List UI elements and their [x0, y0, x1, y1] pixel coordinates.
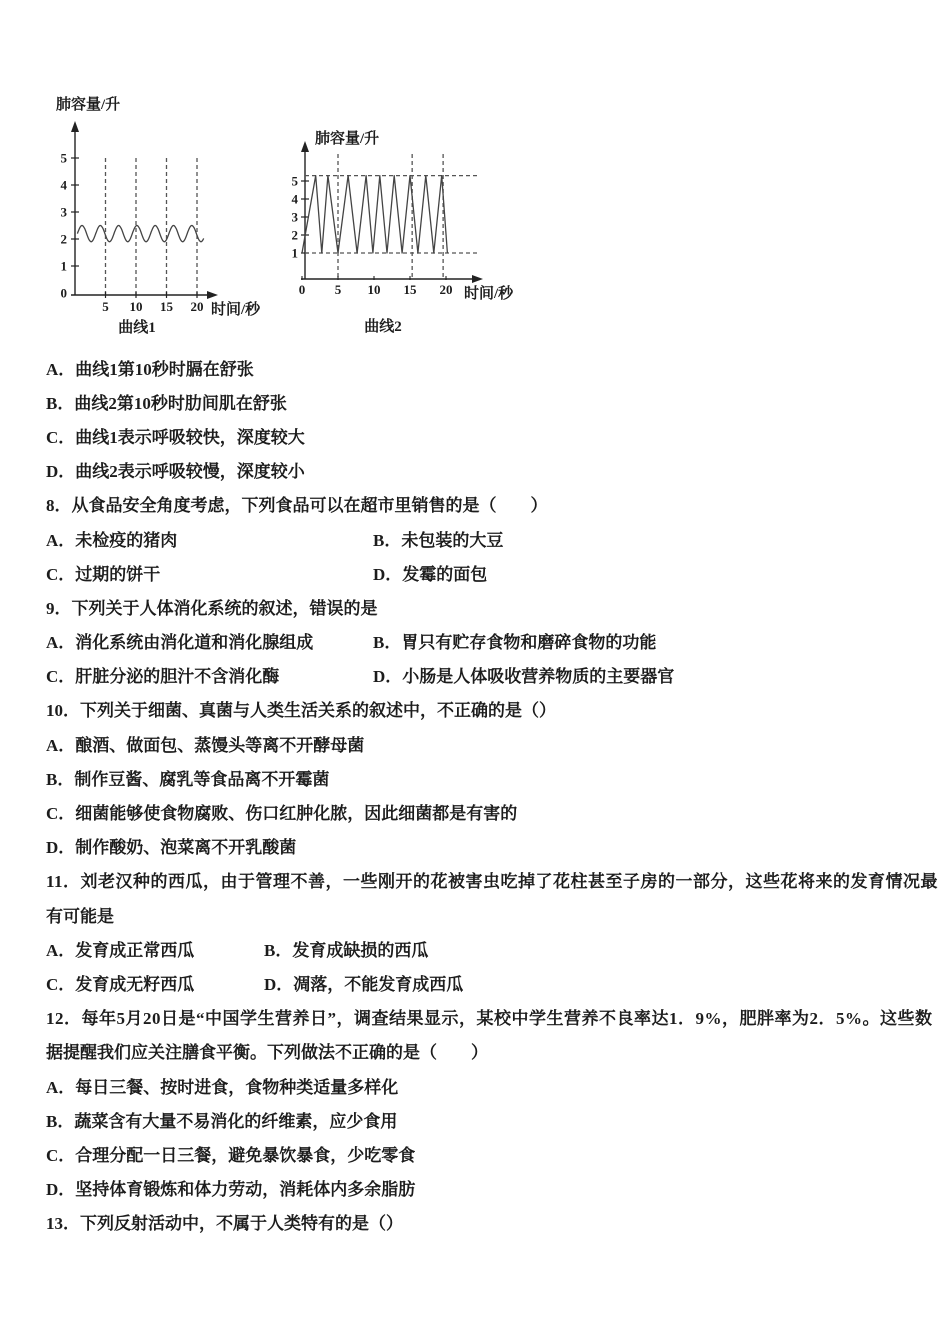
option-text: A．未检疫的猪肉	[46, 530, 178, 550]
breathing-curve-1	[77, 226, 203, 242]
document-text	[46, 350, 939, 1239]
y-tick-label: 4	[291, 191, 298, 207]
curve2-chart	[288, 128, 528, 340]
line-text: 10．下列关于细菌、真菌与人类生活关系的叙述中，不正确的是（）	[46, 701, 556, 721]
q7-option-c	[46, 418, 924, 452]
line-text: A．酿酒、做面包、蒸馒头等离不开酵母菌	[46, 735, 365, 755]
line-text: A．每日三餐、按时进食，食物种类适量多样化	[46, 1077, 399, 1097]
x-axis-label: 时间/秒	[464, 286, 514, 302]
y-axis-arrow-icon	[301, 141, 309, 152]
line-text: 8．从食品安全角度考虑，下列食品可以在超市里销售的是（ ）	[46, 496, 548, 516]
line-text: C．细菌能够使食物腐败、伤口红肿化脓，因此细菌都是有害的	[46, 804, 518, 824]
q10-option-c	[46, 794, 924, 828]
y-axis-arrow-icon	[71, 121, 79, 132]
line-text: C．曲线1表示呼吸较快，深度较大	[46, 427, 305, 447]
line-text: 有可能是	[46, 906, 114, 926]
line-text: D．坚持体育锻炼和体力劳动，消耗体内多余脂肪	[46, 1180, 416, 1200]
line-text: 11．刘老汉种的西瓜，由于管理不善，一些刚开的花被害虫吃掉了花柱甚至子房的一部分，这些花将来的发育情况最	[46, 872, 939, 892]
y-tick-label: 1	[60, 258, 67, 274]
q8-options-ab	[46, 521, 924, 555]
option-text: D．凋落，不能发育成西瓜	[264, 974, 464, 994]
q11-options-cd	[46, 965, 924, 999]
q9-options-cd	[46, 658, 924, 692]
x-tick-label: 15	[403, 282, 417, 297]
q12-stem-line1	[46, 1000, 933, 1034]
q11-stem-line1	[46, 863, 939, 897]
x-tick-label: 20	[439, 282, 453, 297]
q7-option-a	[46, 350, 924, 384]
y-tick-label: 4	[60, 177, 67, 193]
x-axis-arrow-icon	[472, 275, 483, 283]
option-text: C．过期的饼干	[46, 564, 161, 584]
q12-option-d	[46, 1171, 924, 1205]
curve2-caption: 曲线2	[364, 319, 402, 335]
line-text: 12．每年5月20日是“中国学生营养日”，调查结果显示，某校中学生营养不良率达1．9%，肥胖率为2．5%。这些数	[46, 1009, 933, 1029]
x-tick-label: 5	[334, 282, 342, 297]
y-tick-label: 5	[60, 150, 67, 166]
q8-options-cd	[46, 555, 924, 589]
x-tick-label: 10	[129, 299, 143, 314]
x-tick-label: 10	[367, 282, 381, 297]
q10-option-b	[46, 760, 924, 794]
y-tick-label: 1	[291, 245, 298, 261]
q11-options-ab	[46, 931, 924, 965]
y-tick-label: 3	[60, 204, 67, 220]
x-tick-label: 15	[160, 299, 173, 314]
q7-option-d	[46, 453, 924, 487]
line-text: 据提醒我们应关注膳食平衡。下列做法不正确的是（ ）	[46, 1043, 488, 1063]
x-tick-label: 5	[102, 299, 109, 314]
line-text: B．制作豆酱、腐乳等食品离不开霉菌	[46, 769, 330, 789]
q10-stem	[46, 692, 924, 726]
y-tick-label: 0	[60, 285, 67, 301]
q8-stem	[46, 487, 924, 521]
q9-stem	[46, 589, 924, 623]
x-axis-label: 时间/秒	[211, 302, 261, 318]
option-text: B．未包装的大豆	[373, 530, 504, 550]
option-text: D．小肠是人体吸收营养物质的主要器官	[373, 667, 675, 687]
y-tick-label: 2	[291, 227, 298, 243]
q9-options-ab	[46, 624, 924, 658]
line-text: D．制作酸奶、泡菜离不开乳酸菌	[46, 838, 297, 858]
q12-stem-line2	[46, 1034, 924, 1068]
q12-option-c	[46, 1136, 924, 1170]
option-text: A．发育成正常西瓜	[46, 940, 195, 960]
option-text: B．胃只有贮存食物和磨碎食物的功能	[373, 633, 657, 653]
curve1-caption: 曲线1	[118, 320, 156, 336]
option-text: A．消化系统由消化道和消化腺组成	[46, 633, 314, 653]
line-text: C．合理分配一日三餐，避免暴饮暴食，少吃零食	[46, 1145, 416, 1165]
y-axis-label: 肺容量/升	[315, 131, 380, 147]
y-tick-label: 3	[291, 209, 298, 225]
option-text: D．发霉的面包	[373, 564, 488, 584]
option-text: C．发育成无籽西瓜	[46, 974, 195, 994]
breathing-curve-2	[302, 176, 447, 253]
line-text: A．曲线1第10秒时膈在舒张	[46, 359, 254, 379]
x-axis-arrow-icon	[207, 291, 218, 299]
q10-option-a	[46, 726, 924, 760]
line-text: 9．下列关于人体消化系统的叙述，错误的是	[46, 598, 378, 618]
q13-stem	[46, 1205, 924, 1239]
line-text: D．曲线2表示呼吸较慢，深度较小	[46, 462, 305, 482]
y-axis-label: 肺容量/升	[56, 97, 121, 113]
q7-option-b	[46, 384, 924, 418]
y-tick-label: 5	[291, 173, 298, 189]
q12-option-a	[46, 1068, 924, 1102]
q10-option-d	[46, 829, 924, 863]
x-tick-label: 20	[190, 299, 204, 314]
q11-stem-line2	[46, 897, 924, 931]
curve1-chart	[45, 96, 285, 341]
line-text: B．曲线2第10秒时肋间肌在舒张	[46, 393, 287, 413]
line-text: B．蔬菜含有大量不易消化的纤维素，应少食用	[46, 1111, 398, 1131]
q12-option-b	[46, 1102, 924, 1136]
y-tick-label: 2	[60, 231, 67, 247]
x-tick-label: 0	[298, 282, 306, 297]
option-text: B．发育成缺损的西瓜	[264, 940, 429, 960]
option-text: C．肝脏分泌的胆汁不含消化酶	[46, 667, 280, 687]
line-text: 13．下列反射活动中，不属于人类特有的是（）	[46, 1214, 403, 1234]
